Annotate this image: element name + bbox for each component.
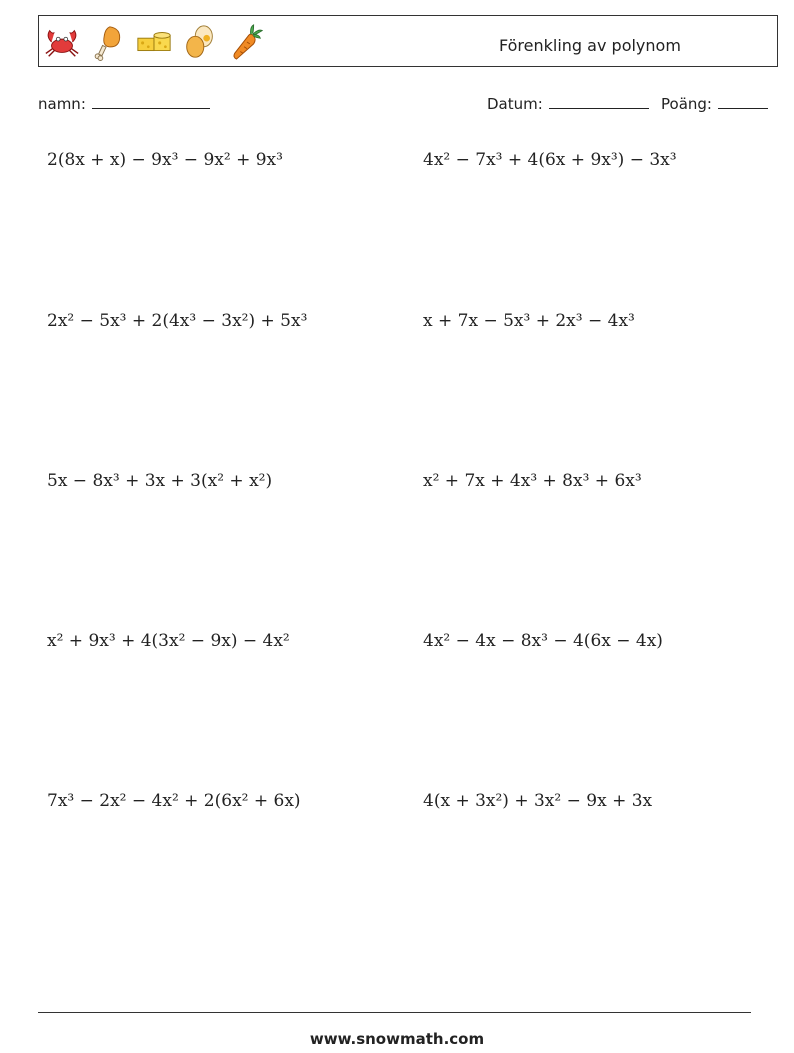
problem-expression: x² + 7x + 4x³ + 8x³ + 6x³ bbox=[423, 471, 642, 491]
date-blank[interactable] bbox=[549, 94, 649, 109]
worksheet-title: Förenkling av polynom bbox=[499, 36, 681, 55]
problem-expression: 2x² − 5x³ + 2(4x³ − 3x²) + 5x³ bbox=[47, 311, 308, 331]
problem-4 bbox=[423, 311, 635, 331]
header-icons bbox=[43, 22, 265, 62]
cheese-icon bbox=[135, 22, 173, 62]
problem-expression: x + 7x − 5x³ + 2x³ − 4x³ bbox=[423, 311, 635, 331]
crab-icon bbox=[43, 22, 81, 62]
problem-expression: 4(x + 3x²) + 3x² − 9x + 3x bbox=[423, 791, 653, 811]
worksheet-header bbox=[38, 15, 778, 67]
eggs-icon bbox=[181, 22, 219, 62]
name-blank[interactable] bbox=[92, 94, 210, 109]
carrot-icon bbox=[227, 22, 265, 62]
name-label: namn: bbox=[38, 95, 86, 113]
problem-expression: 2(8x + x) − 9x³ − 9x² + 9x³ bbox=[47, 150, 283, 170]
problem-expression: 4x² − 4x − 8x³ − 4(6x − 4x) bbox=[423, 631, 663, 651]
date-label: Datum: bbox=[487, 95, 543, 113]
chicken-leg-icon bbox=[89, 22, 127, 62]
problem-9 bbox=[47, 791, 301, 811]
footer-divider bbox=[38, 1012, 751, 1013]
score-blank[interactable] bbox=[718, 94, 768, 109]
date-field bbox=[487, 94, 649, 113]
problem-10 bbox=[423, 791, 652, 811]
footer-website[interactable]: www.snowmath.com bbox=[309, 1030, 485, 1048]
problem-5 bbox=[47, 471, 272, 491]
problem-6 bbox=[423, 471, 642, 491]
problem-expression: x² + 9x³ + 4(3x² − 9x) − 4x² bbox=[47, 631, 290, 651]
problem-8 bbox=[423, 631, 663, 651]
problem-2 bbox=[423, 150, 677, 170]
problem-expression: 5x − 8x³ + 3x + 3(x² + x²) bbox=[47, 471, 273, 491]
problem-7 bbox=[47, 631, 290, 651]
name-field bbox=[38, 94, 210, 113]
score-label: Poäng: bbox=[661, 95, 712, 113]
problem-3 bbox=[47, 311, 307, 331]
score-field bbox=[661, 94, 768, 113]
problem-1 bbox=[47, 150, 283, 170]
problem-expression: 4x² − 7x³ + 4(6x + 9x³) − 3x³ bbox=[423, 150, 677, 170]
problem-expression: 7x³ − 2x² − 4x² + 2(6x² + 6x) bbox=[47, 791, 301, 811]
